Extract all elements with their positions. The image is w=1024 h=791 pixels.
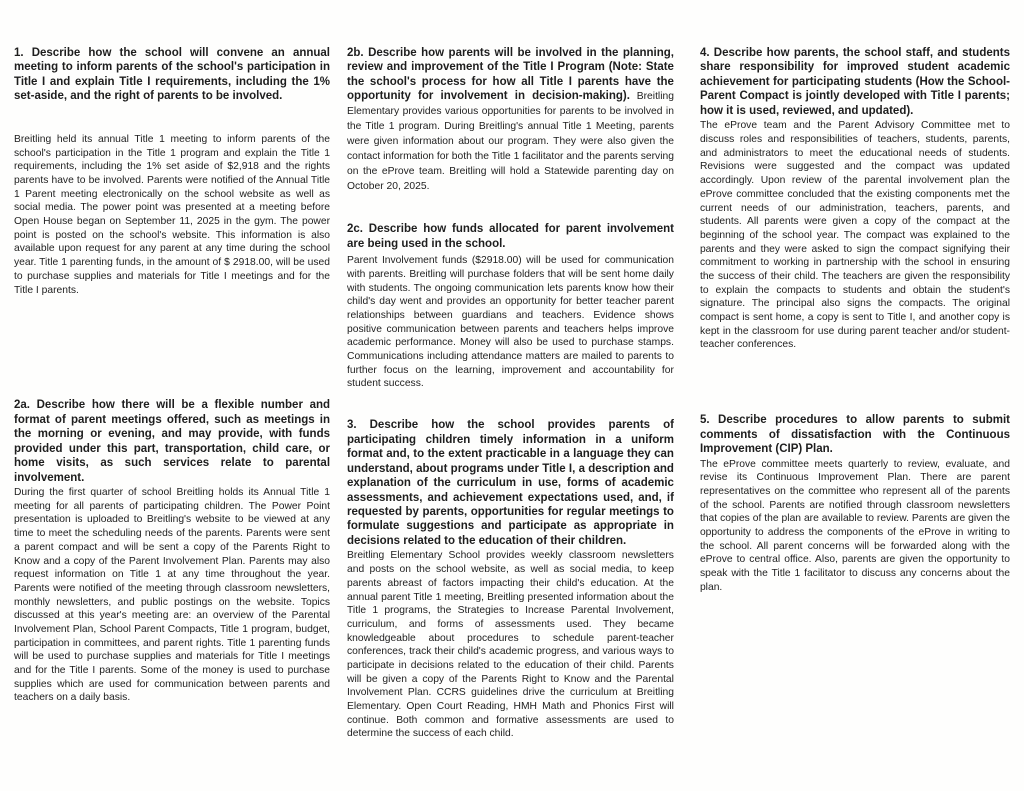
section-2c: [347, 222, 674, 391]
section-2a: [14, 398, 330, 705]
section-2c-heading: 2c. Describe how funds allocated for parent involvement are being used in the school.: [347, 223, 674, 250]
column-1: [14, 46, 330, 741]
section-3-body: Breitling Elementary School provides weekly classroom newsletters and posts on the school website, as well as social media, to keep parents abreast of factors impacting their child's education. At the annual parent Title 1 meeting, Breitling presented information about the Title 1 programs, the Strategies to Increase Parental Involvement, curriculum, and forms of assessments used. They became knowledgeable about procedures to schedule parent-teacher conferences, track their child's academic progress, and various ways to participate in decisions related to the education of their child. Parents will be given a copy of the Parents Right to Know and the Parental Involvement Plan. CCRS guidelines drive the curriculum at Breitling Elementary. Open Court Reading, HMH Math and Phonics First will continue. Both common and formative assessments are used to determine the success of each child.: [347, 550, 674, 740]
section-3: [347, 418, 674, 741]
section-2a-heading: 2a. Describe how there will be a flexible number and format of parent meetings offered, such as meetings in the morning or evening, and may provide, with funds provided under this part, transportation, child care, or home visits, as such services relate to parental involvement.: [14, 399, 331, 484]
section-3-heading: 3. Describe how the school provides parents of participating children timely information in a uniform format and, to the extent practicable in a language they can understand, about programs under Title I, a description and explanation of the curriculum in use, forms of academic assessments, and achievement expectations used, and, if requested by parents, opportunities for regular meetings to formulate suggestions and participate as appropriate in decisions related to the education of their children.: [347, 419, 674, 547]
section-2b: [347, 46, 674, 194]
section-2c-body: Parent Involvement funds ($2918.00) will be used for communication with parents. Breitling will purchase folders that will be sent home daily with students. The ongoing communication lets parents know how their child's day went and provides an opportunity for better teacher parent relationships between guardians and teachers. Evidence shows positive communication between parents and teachers helps improve academic performance. Money will also be used to purchase stamps. Communications including attendance matters are mailed to parents to further focus on the learning, improvement and accountability for student success.: [347, 255, 674, 390]
section-2a-body: During the first quarter of school Breitling holds its Annual Title 1 meeting for all parents of participating children. The Power Point presentation is uploaded to Breitling's website to be viewed at any time to meet the scheduling needs of the parents. Parents were sent a parent compact and will be sent a copy of the Parents Right to Know and a copy of the Parent Involvement Plan. Parents may also request information on Title 1 at any time throughout the year. Parents were notified of the meeting through classroom newsletters, monthly newsletters, and public postings on the website. Topics discussed at this year's meeting are: an overview of the Parental Involvement Plan, School Parent Compacts, Title 1 program, budget, participation in committees, and parent rights. Title 1 parenting funds will be used to purchase supplies and materials for Title I meetings and for the Title I parents. Some of the money is used to purchase supplies which are used for communication between parents and teachers on a daily basis.: [14, 487, 331, 704]
section-2b-paragraph: [347, 46, 674, 194]
section-5-body: The eProve committee meets quarterly to review, evaluate, and revise its Continuous Improvement Plan. There are parent representatives on the committee who represent all of the parents of the school. Parents are notified through classroom newsletters that copies of the plan are available to review. Parents are given the opportunity to address the components of the eProve in writing to the school. All parent concerns will be forwarded along with the eProve to central office. Also, parents are given the opportunity to speak with the Title 1 facilitator to discuss any concerns about the plan.: [699, 458, 1010, 593]
section-4-heading: 4. Describe how parents, the school staff, and students share responsibility for improved student academic achievement for participating students (How the School-Parent Compact is jointly developed with Title I parents; how it is used, reviewed, and updated).: [699, 47, 1010, 117]
section-5-heading: 5. Describe procedures to allow parents to submit comments of dissatisfaction with the Continuous Improvement (CIP) Plan.: [699, 414, 1010, 456]
section-4-body: The eProve team and the Parent Advisory Committee met to discuss roles and responsibilities of teachers, students, parents, and administrators to meet the educational needs of students. Revisions were suggested and the compact was updated accordingly. Upon review of the parental involvement plan the eProve committee concluded that the existing components met the current needs of our administration, teachers, parents, and students. All parents were given a copy of the compact at the beginning of the school year. The compact was explained to the parents and they were asked to sign the compact signifying their commitment to working in partnership with the school in ensuring the success of their child. The teachers are given the responsibility to explain the compacts to students and obtain the student's signature. The principal also signs the compacts. The original compact is sent home, a copy is sent to Title I, and another copy is kept in the classroom for use during parent teacher and/or student-teacher conferences.: [699, 120, 1010, 351]
section-2b-body: Breitling Elementary provides various opportunities for parents to be involved in the Title 1 program. During Breitling's annual Title 1 Meeting, parents were given information about our program. They were also given the contact information for both the Title 1 facilitator and the parents serving on the eProve team. Breitling will hold a Statewide parenting day on October 20, 2025.: [347, 91, 674, 193]
column-3: [700, 46, 1010, 741]
section-4: [700, 46, 1010, 352]
section-1-body: Breitling held its annual Title 1 meeting to inform parents of the school's participation in the Title 1 program and explain the Title 1 requirements, including the 1% set aside of $2,918 and the rights parents have to be involved. Parents were notified of the Annual Title 1 Parent meeting electronically on the school website as well as social media. The power point was presented at a meeting before Open House began on September 11, 2025 in the gym. The power point is posted on the school's website. This information is also available upon request for any parent at any time during the school year. Title 1 parenting funds, in the amount of $ 2918.00, will be used to purchase supplies and materials for Title I meetings and for the Title I parents.: [14, 133, 331, 296]
section-1-heading: 1. Describe how the school will convene an annual meeting to inform parents of the school's participation in Title I and explain Title I requirements, including the 1% set-aside, and the right of parents to be involved.: [14, 47, 331, 103]
section-1: [14, 46, 330, 297]
section-2b-heading: 2b. Describe how parents will be involved in the planning, review and improvement of the Title I Program (Note: State the school's process for how all Title I parents have the opportunity for involvement in decision-making).: [347, 47, 674, 103]
column-2: [347, 46, 674, 741]
section-5: [700, 413, 1010, 594]
